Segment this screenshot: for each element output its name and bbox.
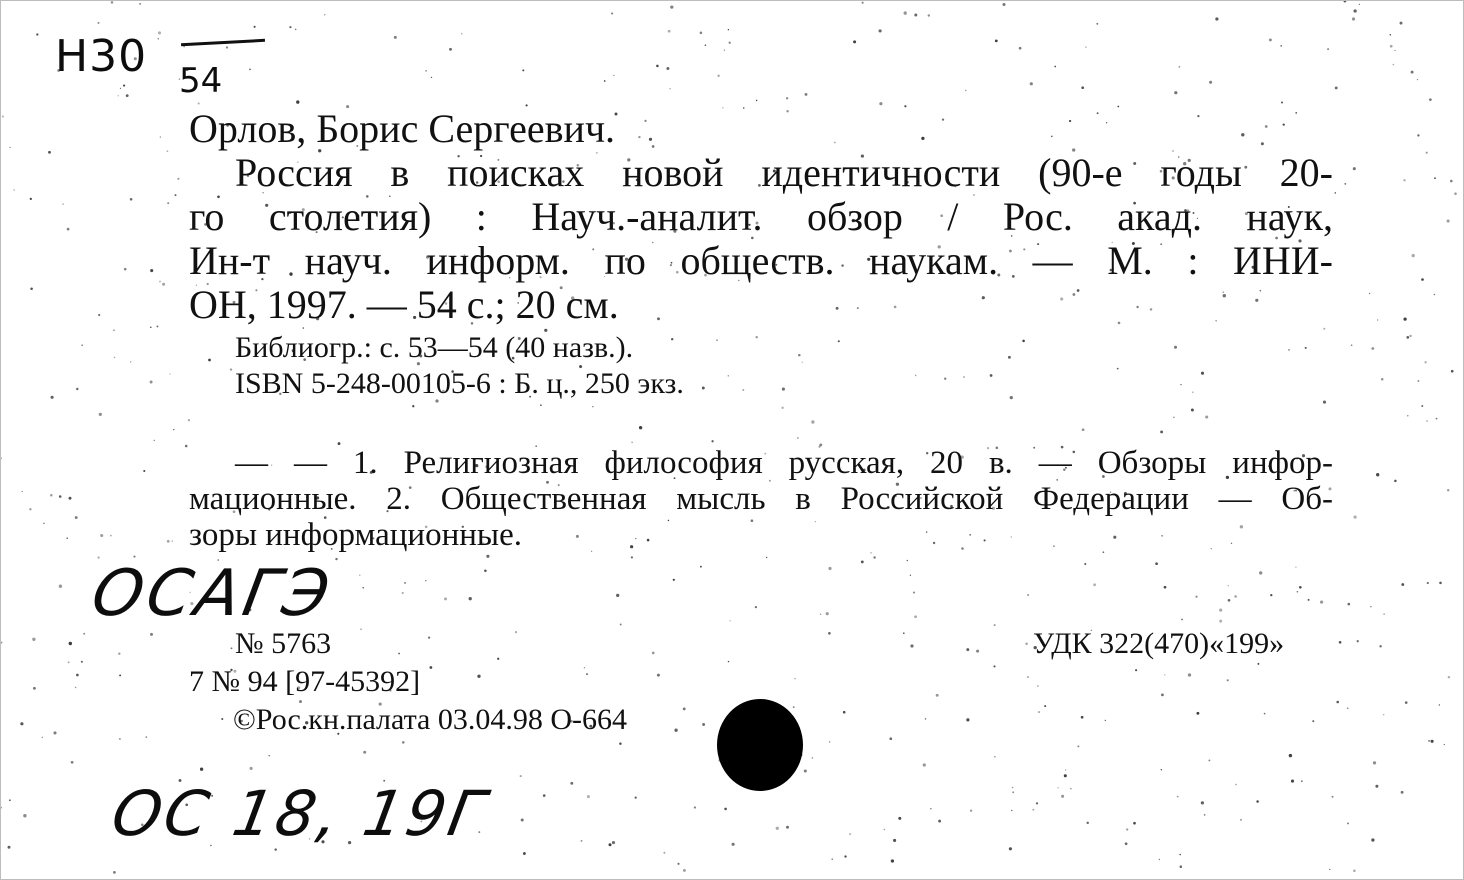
handwritten-index-top: ОСАГЭ xyxy=(86,557,339,631)
udk-classification: УДК 322(470)«199» xyxy=(1033,627,1285,660)
title-line-4: ОН, 1997. — 54 с.; 20 см. xyxy=(189,282,619,327)
subject-line-1: — — 1. Религиозная философия русская, 20 в. — Обзоры инфор- xyxy=(235,445,1333,481)
subject-line-2: мационные. 2. Общественная мысль в Российской Федерации — Об- xyxy=(189,481,1333,517)
shelfmark-subcode: 54 xyxy=(179,61,223,101)
handwritten-index-bottom: ОС 18, 19Г xyxy=(106,777,493,850)
punch-hole xyxy=(717,699,803,791)
isbn-note: ISBN 5-248-00105-6 : Б. ц., 250 экз. xyxy=(235,367,684,400)
subject-line-3: зоры информационные. xyxy=(189,517,522,553)
shelfmark-code: Н30 xyxy=(55,31,148,82)
author-heading: Орлов, Борис Сергеевич. xyxy=(189,106,616,151)
registration-number: 7 № 94 [97-45392] xyxy=(189,665,421,698)
copyright-line: ©Рос.кн.палата 03.04.98 О-664 xyxy=(233,703,628,736)
bibliography-note: Библиогр.: с. 53—54 (40 назв.). xyxy=(235,331,634,364)
title-line-2: го столетия) : Науч.-аналит. обзор / Рос. акад. наук, xyxy=(189,194,1333,239)
title-line-1: Россия в поисках новой идентичности (90-е годы 20- xyxy=(235,150,1333,195)
record-number: № 5763 xyxy=(235,627,332,660)
title-line-3: Ин-т науч. информ. по обществ. наукам. — М. : ИНИ- xyxy=(189,238,1333,283)
